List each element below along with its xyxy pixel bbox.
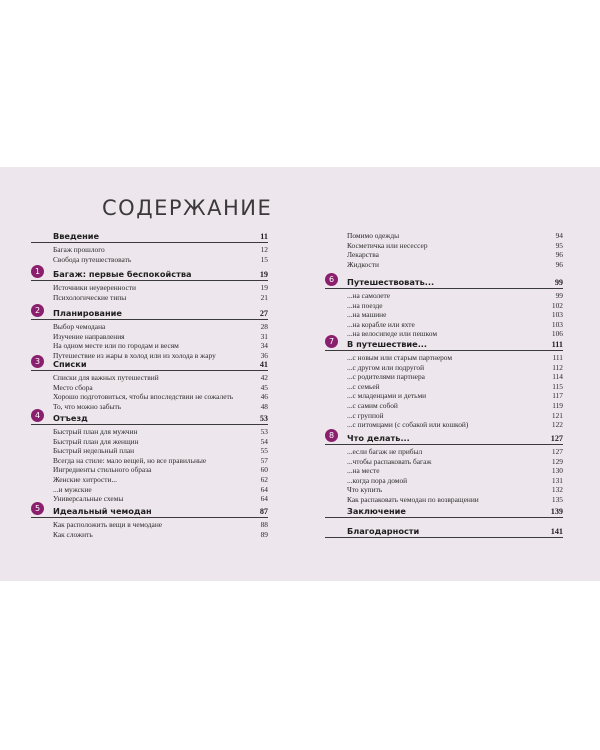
toc-entry[interactable]	[347, 353, 563, 363]
entry-page-number: 95	[555, 240, 563, 250]
entry-page-number: 89	[260, 529, 268, 539]
entry-page-number: 112	[552, 362, 563, 372]
toc-item-list	[325, 351, 563, 430]
entry-page-number: 106	[551, 329, 563, 339]
toc-section	[31, 356, 268, 411]
entry-page-number: 94	[555, 231, 563, 240]
heading-page-number: 141	[550, 527, 563, 536]
toc-item-list	[31, 281, 268, 302]
entry-page-number: 60	[260, 465, 268, 475]
entry-label: Место сбора	[53, 382, 93, 392]
toc-section	[325, 274, 563, 339]
entry-label: ...на корабле или яхте	[347, 319, 415, 329]
toc-entry[interactable]	[347, 301, 563, 311]
entry-page-number: 15	[260, 254, 268, 264]
entry-page-number: 53	[260, 427, 268, 436]
toc-section	[325, 336, 563, 430]
heading-label: Благодарности	[347, 526, 420, 536]
heading-label: Отъезд	[53, 413, 88, 423]
entry-page-number: 88	[260, 520, 268, 529]
toc-section	[31, 266, 268, 302]
toc-item-list	[31, 243, 268, 264]
chapter-number-badge: 7	[325, 335, 338, 348]
toc-entry[interactable]	[53, 437, 268, 447]
toc-entry[interactable]	[53, 530, 268, 540]
entry-label: ...на самолете	[347, 291, 391, 300]
heading-page-number: 99	[554, 278, 563, 287]
toc-entry[interactable]	[347, 329, 563, 339]
toc-entry[interactable]	[347, 420, 563, 430]
toc-entry[interactable]	[347, 447, 563, 457]
heading-label: Путешествовать...	[347, 277, 435, 287]
entry-page-number: 12	[260, 245, 268, 254]
entry-label: ...на поезде	[347, 300, 383, 310]
entry-label: Источники неуверенности	[53, 283, 136, 292]
entry-label: Быстрый план для мужчин	[53, 427, 138, 436]
entry-page-number: 28	[260, 322, 268, 331]
toc-entry[interactable]	[347, 476, 563, 486]
entry-page-number: 102	[551, 300, 563, 310]
toc-entry[interactable]	[53, 283, 268, 293]
entry-label: Хорошо подготовиться, чтобы впоследствии не сожалеть	[53, 392, 234, 402]
chapter-number-badge: 8	[325, 429, 338, 442]
chapter-number-badge: 4	[31, 409, 44, 422]
entry-label: ...когда пора домой	[347, 475, 408, 485]
heading-page-number: 27	[259, 309, 268, 318]
entry-page-number: 46	[260, 392, 268, 402]
page-title: СОДЕРЖАНИЕ	[102, 196, 273, 220]
toc-section-heading[interactable]	[325, 274, 563, 289]
entry-label: Путешествие из жары в холод или из холода в жару	[53, 350, 216, 360]
entry-label: Всегда на стиле: мало вещей, но все правильные	[53, 455, 207, 465]
toc-entry[interactable]	[347, 411, 563, 421]
entry-label: Быстрый недельный план	[53, 446, 135, 456]
chapter-number-badge: 6	[325, 273, 338, 286]
toc-entry[interactable]	[347, 320, 563, 330]
entry-page-number: 36	[260, 350, 268, 360]
entry-page-number: 62	[260, 474, 268, 484]
entry-label: Быстрый план для женщин	[53, 436, 139, 446]
toc-entry[interactable]	[347, 250, 563, 260]
entry-page-number: 19	[260, 283, 268, 292]
entry-page-number: 54	[260, 436, 268, 446]
toc-section-heading[interactable]	[325, 336, 563, 351]
toc-entry[interactable]	[347, 372, 563, 382]
heading-page-number: 111	[551, 340, 563, 349]
chapter-number-badge: 5	[31, 502, 44, 515]
entry-page-number: 127	[551, 447, 563, 456]
toc-entry[interactable]	[347, 291, 563, 301]
entry-page-number: 111	[552, 353, 563, 362]
toc-section	[31, 231, 268, 264]
toc-section-heading[interactable]	[31, 231, 268, 243]
toc-entry[interactable]	[53, 494, 268, 504]
entry-label: Свобода путешествовать	[53, 254, 132, 264]
toc-entry[interactable]	[347, 310, 563, 320]
toc-section-heading[interactable]	[325, 506, 563, 518]
entry-label: Как расположить вещи в чемодане	[53, 520, 163, 529]
entry-label: Лекарства	[347, 250, 379, 260]
toc-entry[interactable]	[347, 495, 563, 505]
entry-label: Психологические типы	[53, 292, 127, 302]
entry-page-number: 21	[260, 292, 268, 302]
toc-entry[interactable]	[347, 363, 563, 373]
entry-page-number: 64	[260, 494, 268, 504]
entry-label: Жидкости	[347, 259, 379, 269]
toc-entry[interactable]	[53, 427, 268, 437]
entry-label: ...если багаж не прибыл	[347, 447, 423, 456]
entry-label: ...на велосипеде или пешком	[347, 329, 438, 339]
entry-label: То, что можно забыть	[53, 401, 122, 411]
heading-label: Что делать...	[347, 433, 410, 443]
toc-entry[interactable]	[53, 402, 268, 412]
toc-item-list	[325, 231, 563, 269]
toc-section	[325, 231, 563, 269]
toc-entry[interactable]	[53, 332, 268, 342]
entry-page-number: 121	[551, 410, 563, 420]
entry-page-number: 122	[551, 420, 563, 430]
entry-label: ...с младенцами и детьми	[347, 391, 427, 401]
toc-item-list	[31, 518, 268, 539]
heading-page-number: 41	[259, 360, 268, 369]
toc-entry[interactable]	[53, 255, 268, 265]
toc-entry[interactable]	[53, 520, 268, 530]
heading-label: Списки	[53, 359, 87, 369]
entry-page-number: 103	[551, 310, 563, 320]
toc-section	[325, 506, 563, 518]
toc-entry[interactable]	[53, 465, 268, 475]
toc-item-list	[31, 371, 268, 411]
entry-page-number: 31	[260, 331, 268, 341]
entry-page-number: 55	[260, 446, 268, 456]
entry-label: ...с другом или подругой	[347, 362, 425, 372]
heading-page-number: 127	[550, 434, 563, 443]
entry-label: ...чтобы распаковать багаж	[347, 456, 432, 466]
toc-item-list	[31, 425, 268, 504]
entry-label: Косметичка или несессер	[347, 240, 428, 250]
entry-label: Ингредиенты стильного образа	[53, 465, 152, 475]
heading-page-number: 53	[259, 414, 268, 423]
entry-label: ...с родителями партнера	[347, 372, 425, 382]
heading-page-number: 11	[260, 232, 268, 241]
heading-label: Идеальный чемодан	[53, 506, 152, 516]
entry-label: Женские хитрости...	[53, 474, 117, 484]
entry-label: ...с питомцами (с собакой или кошкой)	[347, 420, 469, 430]
toc-item-list	[325, 289, 563, 339]
entry-label: ...с самим собой	[347, 400, 398, 410]
entry-label: ...и мужские	[53, 484, 92, 494]
entry-page-number: 135	[551, 494, 563, 504]
entry-label: Как сложить	[53, 529, 93, 539]
toc-entry[interactable]	[347, 466, 563, 476]
entry-page-number: 117	[552, 391, 563, 401]
entry-label: Что купить	[347, 485, 383, 495]
toc-entry[interactable]	[53, 293, 268, 303]
entry-label: Выбор чемодана	[53, 322, 106, 331]
entry-page-number: 130	[551, 466, 563, 476]
toc-entry[interactable]	[53, 341, 268, 351]
chapter-number-badge: 2	[31, 304, 44, 317]
toc-section	[31, 305, 268, 360]
entry-label: Универсальные схемы	[53, 494, 124, 504]
heading-page-number: 139	[550, 507, 563, 516]
heading-page-number: 87	[259, 507, 268, 516]
entry-page-number: 129	[551, 456, 563, 466]
entry-page-number: 96	[555, 250, 563, 260]
heading-label: Заключение	[347, 506, 406, 516]
toc-entry[interactable]	[347, 231, 563, 241]
toc-entry[interactable]	[347, 382, 563, 392]
entry-label: Багаж прошлого	[53, 245, 105, 254]
chapter-number-badge: 1	[31, 265, 44, 278]
entry-page-number: 103	[551, 319, 563, 329]
toc-item-list	[325, 445, 563, 505]
entry-label: ...на месте	[347, 466, 380, 476]
toc-entry[interactable]	[347, 485, 563, 495]
entry-label: Помимо одежды	[347, 231, 400, 240]
toc-section-heading[interactable]	[31, 503, 268, 518]
entry-page-number: 57	[260, 455, 268, 465]
toc-entry[interactable]	[347, 401, 563, 411]
toc-section-heading[interactable]	[325, 430, 563, 445]
toc-entry[interactable]	[53, 392, 268, 402]
heading-label: Введение	[53, 231, 100, 241]
toc-entry[interactable]	[53, 383, 268, 393]
entry-page-number: 64	[260, 484, 268, 494]
entry-label: Изучение направления	[53, 331, 125, 341]
toc-section-heading[interactable]	[31, 410, 268, 425]
toc-entry[interactable]	[53, 475, 268, 485]
toc-entry[interactable]	[347, 391, 563, 401]
entry-page-number: 34	[260, 341, 268, 351]
toc-entry[interactable]	[53, 485, 268, 495]
entry-page-number: 45	[260, 382, 268, 392]
toc-section-heading[interactable]	[31, 266, 268, 281]
toc-entry[interactable]	[53, 373, 268, 383]
entry-label: На одном месте или по городам и весям	[53, 341, 179, 351]
toc-entry[interactable]	[347, 457, 563, 467]
toc-section	[325, 430, 563, 505]
entry-label: ...на машине	[347, 310, 387, 320]
entry-page-number: 114	[552, 372, 563, 382]
toc-entry[interactable]	[53, 446, 268, 456]
toc-section-heading[interactable]	[31, 305, 268, 320]
toc-section	[31, 503, 268, 539]
entry-page-number: 99	[555, 291, 563, 300]
entry-page-number: 42	[260, 373, 268, 382]
toc-item-list	[31, 320, 268, 360]
entry-page-number: 115	[552, 381, 563, 391]
entry-label: Как распаковать чемодан по возвращении	[347, 494, 479, 504]
toc-section-heading[interactable]	[325, 526, 563, 538]
toc-section	[31, 410, 268, 504]
toc-entry[interactable]	[347, 241, 563, 251]
chapter-number-badge: 3	[31, 355, 44, 368]
entry-label: ...с семьей	[347, 381, 380, 391]
entry-page-number: 48	[260, 401, 268, 411]
toc-entry[interactable]	[53, 245, 268, 255]
entry-page-number: 132	[551, 485, 563, 495]
heading-label: Планирование	[53, 308, 122, 318]
entry-label: ...с группой	[347, 410, 384, 420]
heading-page-number: 19	[259, 270, 268, 279]
toc-entry[interactable]	[347, 260, 563, 270]
entry-page-number: 96	[555, 259, 563, 269]
heading-label: В путешествие...	[347, 339, 428, 349]
heading-label: Багаж: первые беспокойства	[53, 269, 192, 279]
toc-section-heading[interactable]	[31, 356, 268, 371]
entry-label: ...с новым или старым партнером	[347, 353, 453, 362]
entry-page-number: 131	[551, 475, 563, 485]
toc-entry[interactable]	[53, 456, 268, 466]
toc-section	[325, 526, 563, 538]
toc-entry[interactable]	[53, 322, 268, 332]
entry-label: Списки для важных путешествий	[53, 373, 159, 382]
entry-page-number: 119	[552, 400, 563, 410]
